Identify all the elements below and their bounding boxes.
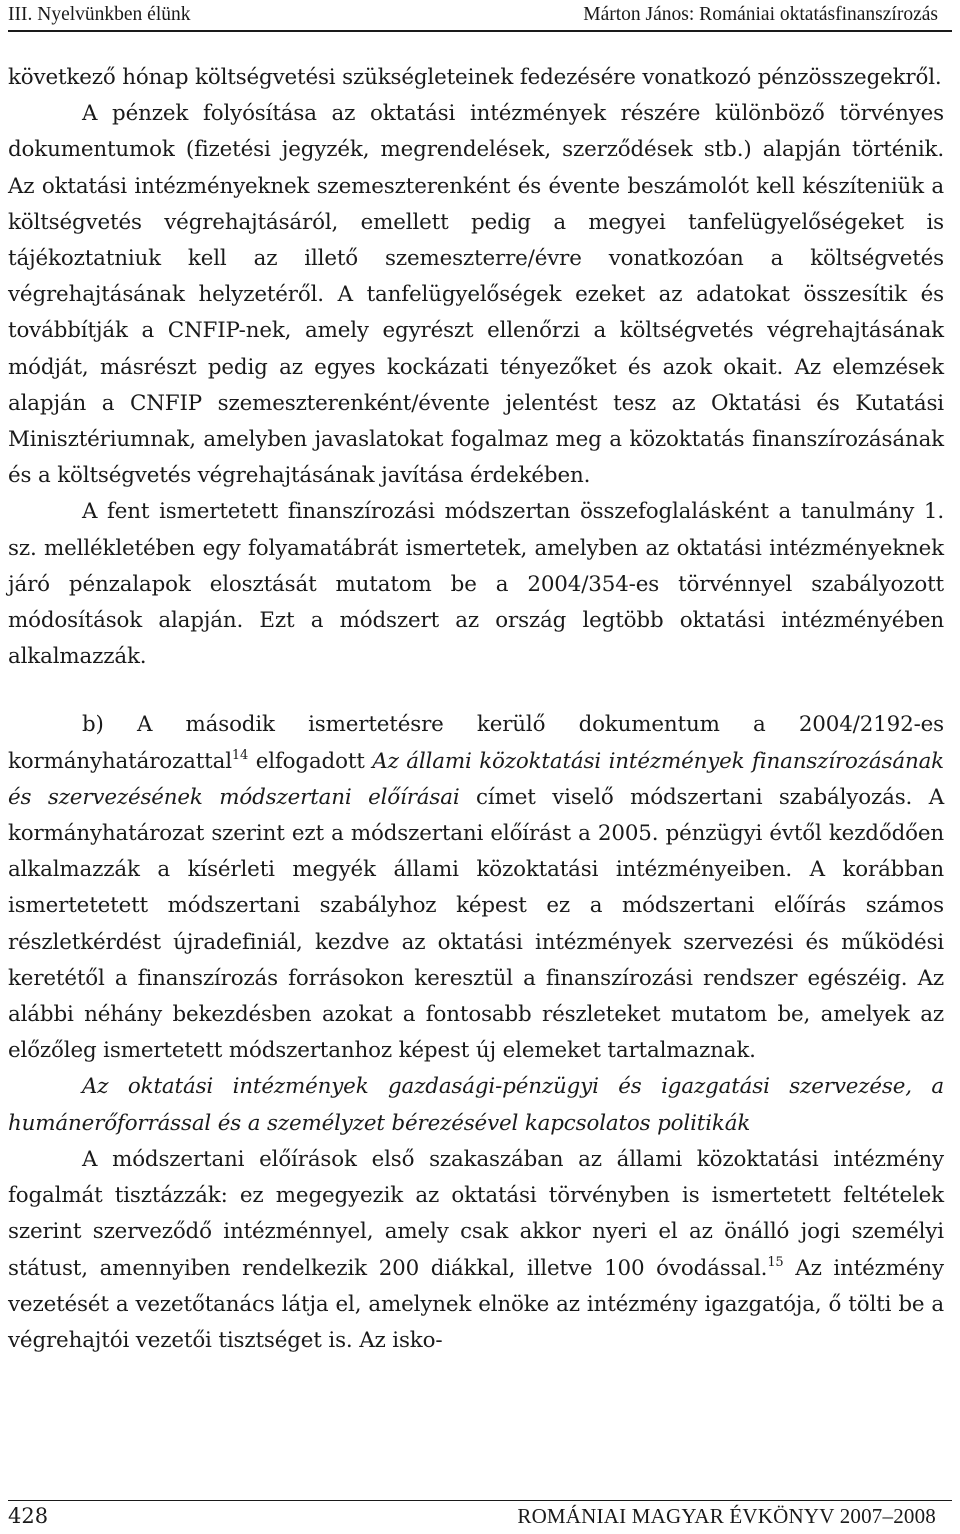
- paragraph-2: A pénzek folyósítása az oktatási intézmények részére különböző törvényes dokumentumok (fizetési jegyzék, megrendelések, szerződések stb.) alapján történik. Az oktatási intézményeknek szemeszterenként és évente beszámolót kell készíteniük a költségvetés végrehajtásáról, emellett pedig a megyei tanfelügyelőségeket is tájékoztatniuk kell az illető szemeszterre/évre vonatkozóan a költségvetés végrehajtásának helyzetéről. A tanfelügyelőségek ezeket az adatokat összesítik és továbbítják a CNFIP-nek, amely egyrészt ellenőrzi a költségvetés végrehajtásának módját, másrészt pedig az egyes kockázati tényezőket és azok okait. Az elemzések alapján a CNFIP szemeszterenként/évente jelentést tesz az Oktatási és Kutatási Minisztériumnak, amelyben javaslatokat fogalmaz meg a közoktatás finanszírozásának és a költségvetés végrehajtásának javítása érdekében.: [8, 101, 944, 489]
- subheading-italic: Az oktatási intézmények gazdasági-pénzügyi és igazgatási szervezése, a humánerőforrással és a személyzet bérezésével kapcsolatos politikák: [8, 1074, 944, 1136]
- publication-title: ROMÁNIAI MAGYAR ÉVKÖNYV 2007–2008: [517, 1504, 936, 1528]
- paragraph-6-text-b: Az intézmény vezetését a vezetőtanács látja el, amelynek elnöke az intézmény igazgatója, ő tölti be a végrehajtói vezetői tisztséget is. Az isko-: [8, 1255, 944, 1353]
- paragraph-4: [8, 707, 944, 1069]
- page-body: [8, 60, 944, 1359]
- running-header: [8, 0, 952, 32]
- paragraph-6-text-a: A módszertani előírások első szakaszában az állami közoktatási intézmény fogalmát tisztázzák: ez megegyezik az oktatási törvényben is ismertetett feltételek szerint szerveződő intézménnyel, amely csak akkor nyeri el az önálló jogi személyi státust, amennyiben rendelkezik 200 diákkal, illetve 100 óvodással.: [8, 1146, 944, 1281]
- paragraph-6: [8, 1142, 944, 1359]
- header-section-title: III. Nyelvünkben élünk: [8, 4, 191, 25]
- paragraph-4-text-b: elfogadott: [248, 748, 373, 774]
- footnote-ref-15: 15: [767, 1254, 784, 1270]
- paragraph-1: következő hónap költségvetési szükségleteinek fedezésére vonatkozó pénzösszegekről.: [8, 65, 942, 90]
- document-title-italic: Az állami közoktatási intézmények finanszírozásának és szervezésének módszertani előírásai: [8, 748, 944, 810]
- footnote-ref-14: 14: [231, 747, 249, 763]
- paragraph-4-text-a: b) A második ismertetésre kerülő dokumentum a 2004/2192-es kormányhatározattal: [8, 712, 944, 774]
- paragraph-4-text-c: címet viselő módszertani szabályozás. A kormányhatározat szerint ezt a módszertani előírást a 2005. pénzügyi évtől kezdődően alkalmazzák a kísérleti megyék állami közoktatási intézményeiben. A korábban ismertetetett módszertani szabályhoz képest ez a módszertani előírás számos részletkérdést újradefiniál, kezdve az oktatási intézmények szervezési és működési keretétől a finanszírozás forrásokon keresztül a finanszírozási rendszer egészéig. Az alábbi néhány bekezdésben azokat a fontosabb részleteket mutatom be, amelyek az előzőleg ismertetett módszertanhoz képest új elemeket tartalmaznak.: [8, 784, 944, 1064]
- header-article-title: Márton János: Romániai oktatásfinanszírozás: [583, 4, 938, 25]
- page-number: 428: [8, 1504, 49, 1528]
- paragraph-3: A fent ismertetett finanszírozási módszertan összefoglalásként a tanulmány 1. sz. mellékletében egy folyamatábrát ismertetek, amelyben az oktatási intézményeknek járó pénzalapok elosztását mutatom be a 2004/354-es törvénnyel szabályozott módosítások alapján. Ezt a módszert az ország legtöbb oktatási intézményében alkalmazzák.: [8, 499, 944, 670]
- section-subheading: [8, 1069, 944, 1141]
